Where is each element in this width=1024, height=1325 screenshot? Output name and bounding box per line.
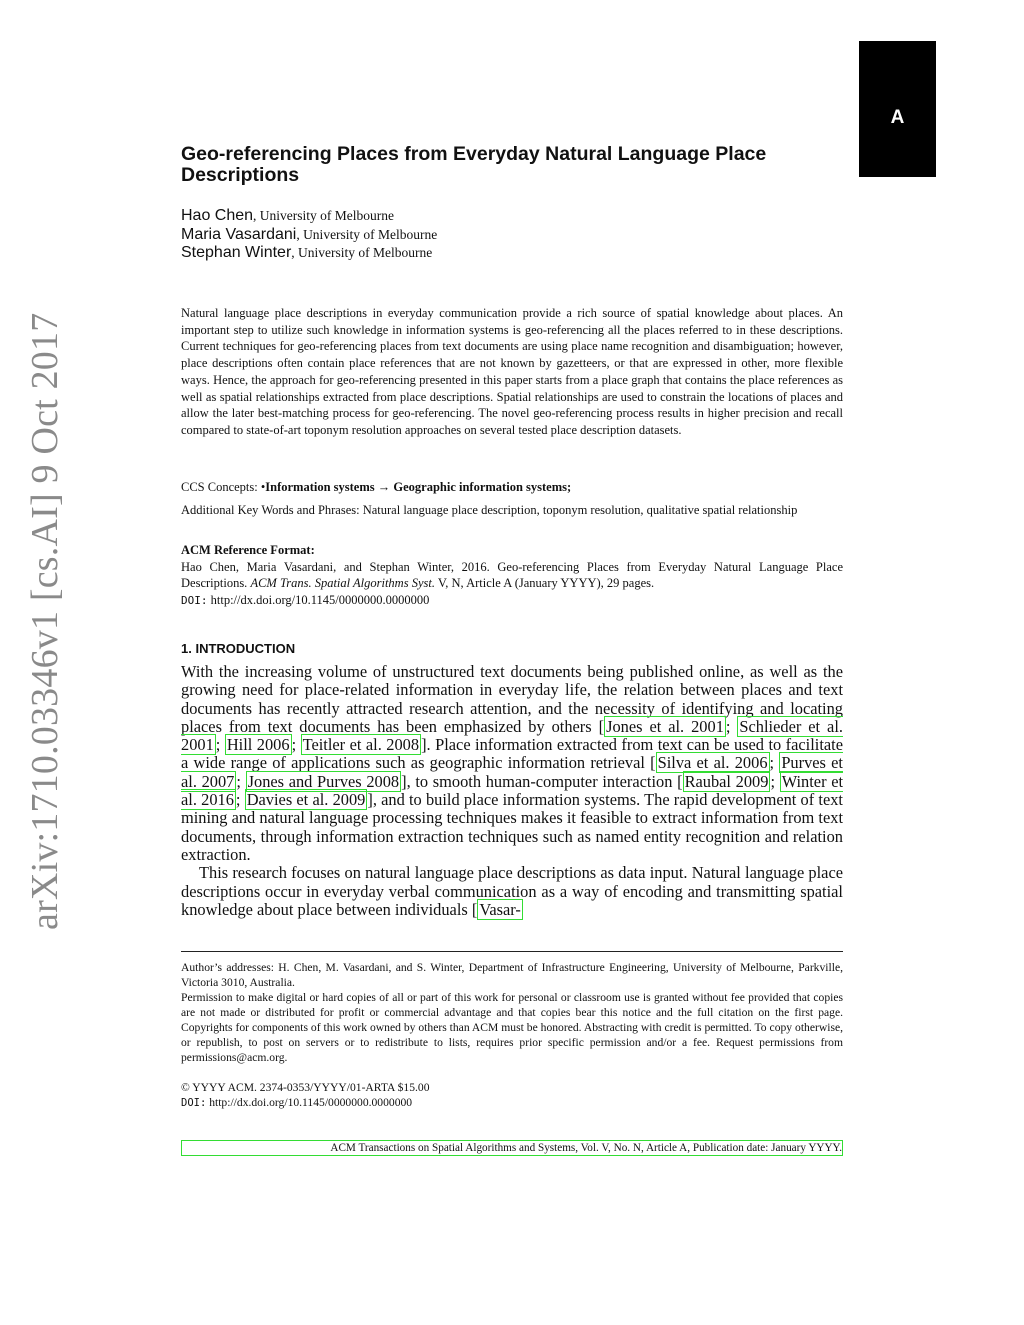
paragraph — [181, 864, 843, 919]
citation-link[interactable]: Jones and Purves 2008 — [247, 771, 400, 791]
doi-url: http://dx.doi.org/10.1145/0000000.0000000 — [207, 593, 430, 608]
ccs-arrow: → — [374, 480, 394, 494]
section-heading: 1. INTRODUCTION — [181, 641, 296, 656]
footnote-divider — [181, 951, 843, 952]
text: ], and to build place information systems. The rapid development of text mining and natural language processing techniques makes it feasible to extract information from text documents, through information extraction techniques such as named entity recognition and relation extraction. — [181, 790, 843, 864]
reference-text: Hao Chen, Maria Vasardani, and Stephan Winter, 2016. Geo-referencing Places from Everyday Natural Language Place Descriptions. — [181, 559, 843, 591]
introduction-body — [181, 663, 843, 919]
doi-label: DOI: — [181, 1097, 207, 1109]
doi-url: http://dx.doi.org/10.1145/0000000.0000000 — [206, 1096, 413, 1109]
reference-text: V, N, Article A (January YYYY), 29 pages. — [434, 576, 655, 591]
footnote-doi — [181, 1095, 843, 1111]
paper-title: Geo-referencing Places from Everyday Natural Language Place Descriptions — [181, 143, 767, 186]
text: ], to smooth human-computer interaction [ — [401, 771, 683, 791]
author-entry — [181, 225, 781, 244]
citation-link[interactable]: Schlieder et al. 2001 — [181, 716, 843, 755]
reference-format-heading: ACM Reference Format: — [181, 543, 315, 557]
citation-link[interactable]: Davies et al. 2009 — [246, 790, 366, 810]
doi-label: DOI: — [181, 594, 208, 608]
text: ; — [770, 771, 780, 791]
author-addresses: Author’s addresses: H. Chen, M. Vasardani, and S. Winter, Department of Infrastructure Engineering, University of Melbourne, Parkville, Victoria 3010, Australia. — [181, 961, 843, 989]
author-affiliation: , University of Melbourne — [253, 208, 395, 223]
citation-link[interactable]: Raubal 2009 — [684, 771, 769, 791]
abstract: Natural language place descriptions in everyday communication provide a rich source of spatial knowledge about places. An important step to utilize such knowledge in information systems is geo-referencing all the places referred to in these descriptions. Current techniques for geo-referencing places from text documents are using place name recognition and disambiguation; however, place descriptions often contain place references that are not known by gazetteers, or that are expressed in other, more flexible ways. Hence, the approach for geo-referencing presented in this paper starts from a place graph that contains the place references as well as spatial relationships extracted from place descriptions. Spatial relationships are used to constrain the locations of places and allow the later best-matching process for geo-referencing. The novel geo-referencing process results in higher precision and recall compared to state-of-art toponym resolution approaches on several tested place description datasets. — [181, 306, 843, 437]
permission-notice: Permission to make digital or hard copies of all or part of this work for personal or classroom use is granted without fee provided that copies are not made or distributed for profit or commercial advantage and that copies bear this notice and the full citation on the first page. Copyrights for components of this work owned by others than ACM must be honored. Abstracting with credit is permitted. To copy otherwise, or republish, to post on servers or to redistribute to lists, requires prior specific permission and/or a fee. Request permissions from permissions@acm.org. — [181, 991, 843, 1064]
ccs-label: CCS Concepts: — [181, 480, 261, 494]
author-affiliation: , University of Melbourne — [291, 245, 433, 260]
ccs-concepts — [181, 479, 843, 496]
author-name: Hao Chen — [181, 207, 254, 224]
reference-doi — [181, 592, 843, 610]
citation-link[interactable]: Jones et al. 2001 — [606, 716, 724, 736]
article-badge-letter: A — [890, 107, 905, 128]
text: ]. Place information extracted from text can be used to facilitate a wide range of applications such as geographic information retrieval [ — [181, 735, 844, 773]
citation-link[interactable]: Silva et al. 2006 — [657, 753, 768, 773]
citation-link[interactable]: Hill 2006 — [226, 735, 290, 755]
author-name: Maria Vasardani — [181, 225, 297, 243]
reference-journal: ACM Trans. Spatial Algorithms Syst. — [250, 576, 435, 591]
ccs-term: Information systems — [265, 480, 375, 494]
text: ; — [725, 716, 738, 736]
text: ; — [235, 790, 245, 810]
author-affiliation: , University of Melbourne — [296, 226, 438, 242]
author-entry — [181, 206, 781, 225]
text: ; — [769, 753, 780, 773]
text: ; — [291, 735, 301, 755]
article-badge — [859, 41, 936, 177]
reference-format-text — [181, 559, 843, 592]
citation-link[interactable]: Purves et al. 2007 — [181, 753, 843, 791]
arxiv-identifier-stamp: arXiv:1710.03346v1 [cs.AI] 9 Oct 2017 — [24, 312, 66, 930]
text: With the increasing volume of unstructured text documents being published online, as well as the growing need for place-related information in everyday life, the relation between places and text documents has recently attracted research attention, and the necessity of identifying and locating places from text documents has been emphasized by others [ — [181, 662, 843, 736]
ccs-bullet: • — [260, 480, 266, 494]
copyright-line: © YYYY ACM. 2374-0353/YYYY/01-ARTA $15.00 — [181, 1081, 430, 1094]
text: This research focuses on natural language place descriptions as data input. Natural language place descriptions occur in everyday verbal communication as a way of encoding and transmitting spatial knowledge about place between individuals [ — [181, 863, 843, 919]
author-name: Stephan Winter — [181, 244, 292, 261]
acm-reference-format — [181, 542, 843, 610]
citation-link[interactable]: Teitler et al. 2008 — [302, 735, 420, 755]
running-footer-link[interactable]: ACM Transactions on Spatial Algorithms and Systems, Vol. V, No. N, Article A, Publication date: January YYYY. — [181, 1140, 843, 1156]
citation-link[interactable]: Vasar- — [479, 899, 521, 919]
citation-link[interactable]: Winter et al. 2016 — [181, 771, 844, 810]
text: ; — [236, 771, 246, 791]
paragraph — [181, 663, 843, 864]
author-entry — [181, 243, 781, 262]
text: ; — [215, 735, 225, 755]
keywords: Additional Key Words and Phrases: Natural language place description, toponym resolution, qualitative spatial relationship — [181, 503, 798, 517]
author-list — [181, 206, 781, 262]
ccs-term: Geographic information systems; — [393, 480, 572, 494]
